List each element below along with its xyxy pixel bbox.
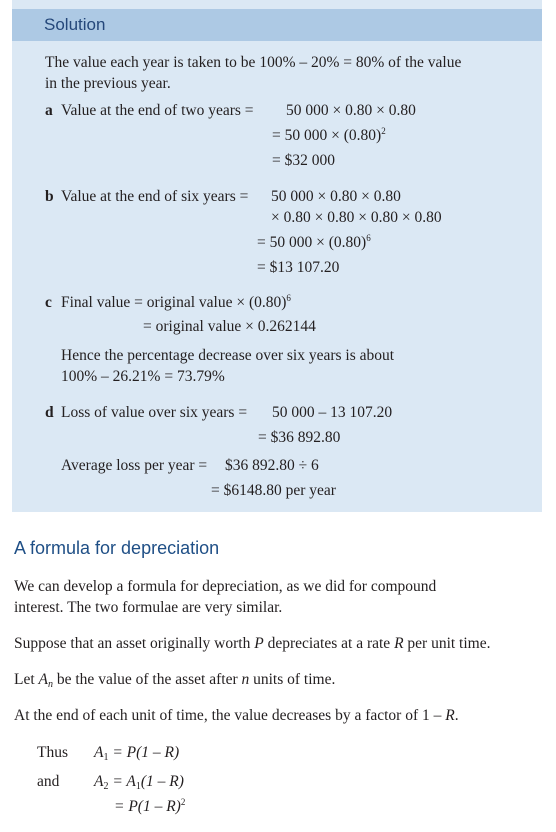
part-a-lhs: Value at the end of two years = [61, 102, 254, 119]
part-d-avg-lhs: Average loss per year = [61, 457, 208, 474]
thus-label: Thus [37, 744, 68, 761]
part-b-line3: = $13 107.20 [257, 259, 340, 276]
part-c-line1: Final value = original value × $(0.80)^6$ [61, 293, 291, 311]
part-c-note2: 100% – 26.21% = 73.79% [61, 368, 225, 385]
paragraph-2: Suppose that an asset originally worth P depreciates at a rate R per unit time. [14, 635, 491, 652]
part-c-line2: = original value × 0.262144 [143, 318, 316, 335]
paragraph-1-line2: interest. The two formulae are very similar. [14, 599, 283, 616]
part-a-line1: 50 000 × 0.80 × 0.80 [286, 102, 416, 119]
solution-intro-line1: The value each year is taken to be 100% – 20% = 80% of the value [45, 54, 462, 71]
section-heading: A formula for depreciation [14, 538, 220, 558]
formula-a2: $A_2 = A_1(1 - R)$ [94, 773, 184, 792]
part-c-note1: Hence the percentage decrease over six years is about [61, 347, 395, 364]
formula-a1: $A_1 = P(1 - R)$ [94, 744, 180, 763]
part-d-line1: 50 000 – 13 107.20 [272, 404, 393, 421]
and-label: and [37, 773, 60, 790]
formula-a2-expanded: = P(1 – R)$^2$ [114, 797, 186, 815]
part-d-line2: = $36 892.80 [258, 429, 341, 446]
part-d-label: d [45, 404, 54, 421]
part-a-line3: = $32 000 [272, 152, 335, 169]
part-d-lhs: Loss of value over six years = [61, 404, 248, 421]
solution-title: Solution [44, 15, 106, 34]
part-b-line1: 50 000 × 0.80 × 0.80 [271, 188, 401, 205]
part-d-avg-line1: $36 892.80 ÷ 6 [225, 457, 319, 474]
part-a-label: a [45, 102, 53, 119]
paragraph-4: At the end of each unit of time, the value decreases by a factor of 1 – R. [14, 707, 459, 724]
part-b-lhs: Value at the end of six years = [61, 188, 249, 205]
part-d-avg-line2: = $6148.80 per year [211, 482, 336, 499]
paragraph-1-line1: We can develop a formula for depreciation, as we did for compound [14, 578, 437, 595]
part-b-line1b: × 0.80 × 0.80 × 0.80 × 0.80 [271, 209, 442, 226]
paragraph-3: Let $A_n$ be the value of the asset after n units of time. [14, 671, 336, 690]
part-b-line2: = 50 $000 \times (0.80)^6$ [257, 233, 371, 251]
part-a-line2: = 50 $000 \times (0.80)^2$ [272, 126, 386, 144]
part-b-label: b [45, 188, 54, 205]
solution-intro-line2: in the previous year. [45, 75, 171, 92]
part-c-label: c [45, 294, 52, 311]
solution-header [12, 9, 542, 41]
